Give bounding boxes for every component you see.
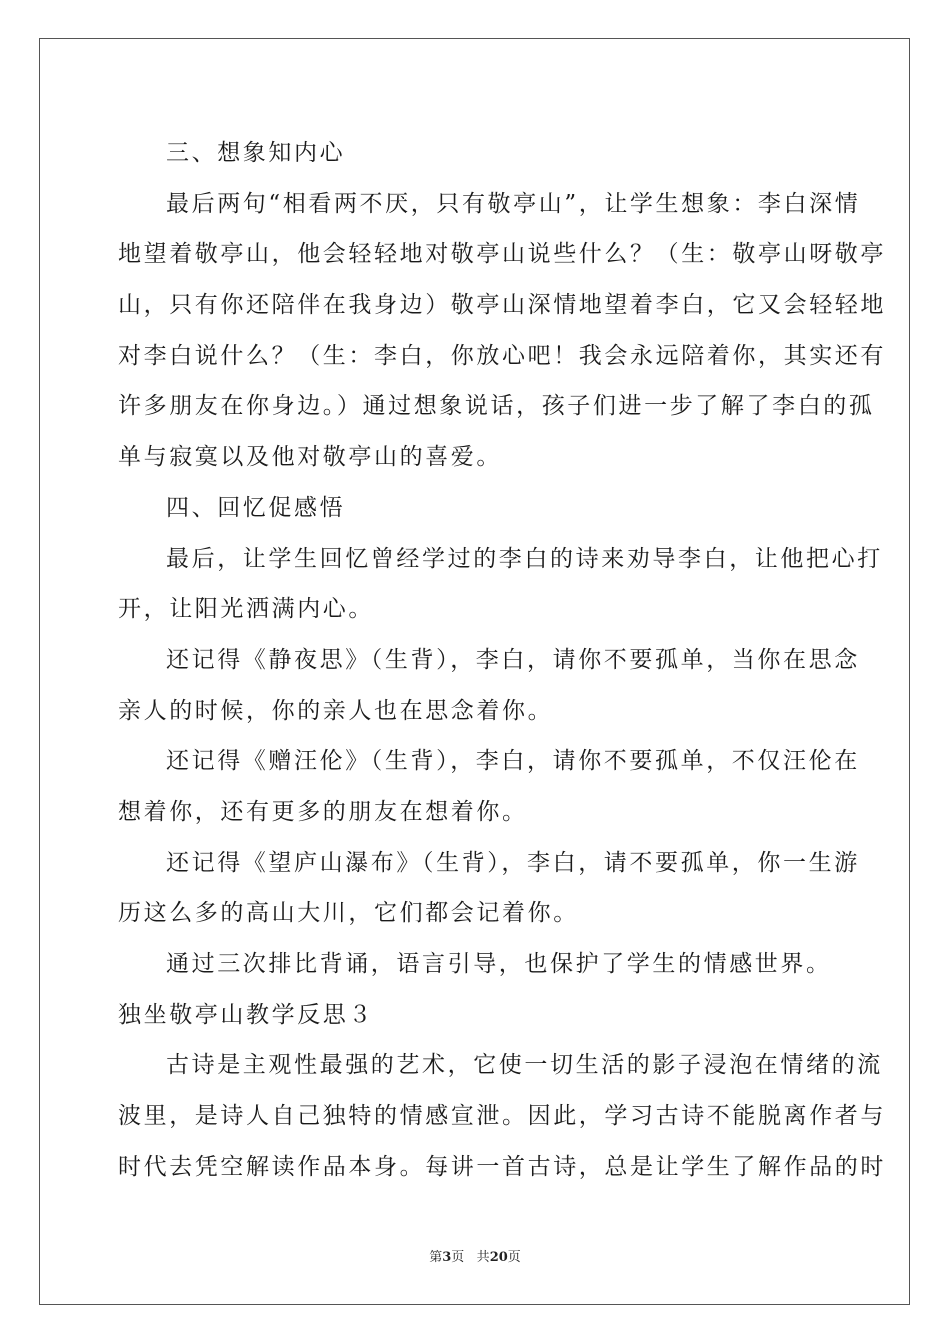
document-body: [118, 128, 886, 1192]
total-suffix: 页: [507, 1250, 521, 1265]
total-pages: 20: [489, 1250, 508, 1265]
text-line: 独坐敬亭山教学反思３: [118, 1001, 374, 1028]
page-prefix: 第: [429, 1250, 443, 1265]
text-line: 最后两句“相看两不厌，只有敬亭山”，让学生想象：李白深情: [166, 190, 861, 217]
text-line: 山，只有你还陪伴在我身边）敬亭山深情地望着李白，它又会轻轻地: [118, 292, 886, 319]
text-line: 亲人的时候，你的亲人也在思念着你。: [118, 697, 554, 724]
text-line: 三、想象知内心: [166, 140, 346, 166]
text-line: 还记得《望庐山瀑布》（生背），李白，请不要孤单，你一生游: [166, 849, 860, 876]
text-line: 时代去凭空解读作品本身。每讲一首古诗，总是让学生了解作品的时: [118, 1153, 886, 1180]
text-line: 开，让阳光洒满内心。: [118, 596, 374, 623]
text-line: 波里，是诗人自己独特的情感宣泄。因此，学习古诗不能脱离作者与: [118, 1103, 886, 1130]
text-line: 历这么多的高山大川，它们都会记着你。: [118, 900, 579, 927]
text-line: 四、回忆促感悟: [166, 494, 346, 521]
text-line: 最后，让学生回忆曾经学过的李白的诗来劝导李白，让他把心打: [166, 545, 883, 572]
text-line: 许多朋友在你身边。）通过想象说话，孩子们进一步了解了李白的孤: [118, 393, 875, 420]
text-line: 还记得《赠汪伦》（生背），李白，请你不要孤单，不仅汪伦在: [166, 748, 860, 775]
page-number: 3: [442, 1250, 452, 1265]
text-line: 地望着敬亭山，他会轻轻地对敬亭山说些什么？（生：敬亭山呀敬亭: [118, 241, 886, 268]
total-prefix: 共: [476, 1250, 490, 1265]
page-suffix: 页: [451, 1250, 465, 1265]
text-line: 还记得《静夜思》（生背），李白，请你不要孤单，当你在思念: [166, 646, 860, 673]
text-line: 通过三次排比背诵，语言引导，也保护了学生的情感世界。: [166, 951, 832, 977]
text-line: 对李白说什么？（生：李白，你放心吧！我会永远陪着你，其实还有: [118, 342, 886, 369]
text-line: 单与寂寞以及他对敬亭山的喜爱。: [118, 444, 502, 471]
page-footer: [0, 1246, 950, 1265]
text-line: 古诗是主观性最强的艺术，它使一切生活的影子浸泡在情绪的流: [166, 1052, 883, 1079]
text-line: 想着你，还有更多的朋友在想着你。: [118, 798, 528, 825]
